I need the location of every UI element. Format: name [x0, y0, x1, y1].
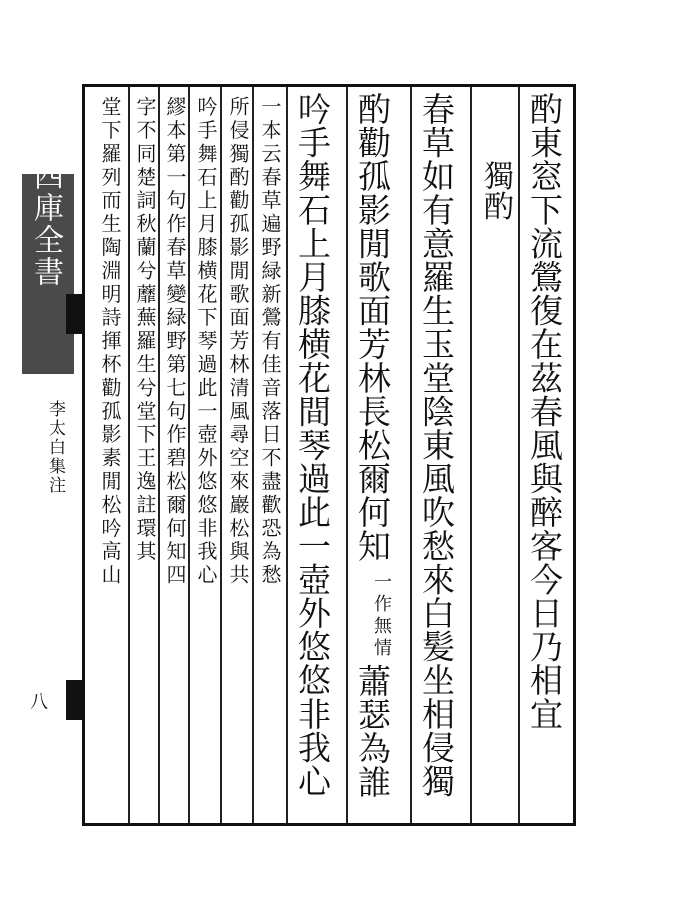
column-rule	[346, 87, 348, 823]
poem-title: 獨酌	[478, 160, 513, 222]
book-title: 李太白集注	[45, 400, 65, 495]
commentary-column-6: 堂下羅列而生陶淵明詩揮杯勸孤影素閒松吟高山	[98, 96, 122, 588]
text-column-4: 酌勸孤影閒歌面芳林長松爾何知	[353, 92, 392, 563]
text-column-1: 酌東窓下流鶯復在茲春風與醉客今日乃相宜	[525, 92, 564, 731]
text-column-5: 吟手舞石上月膝横花間琴過此一壺外悠悠非我心	[293, 92, 332, 798]
header-tag: 欽定四庫全書	[28, 96, 63, 288]
column-rule	[286, 87, 288, 823]
commentary-column-4: 繆本第一句作春草變緑野第七句作碧松爾何知四	[163, 96, 187, 588]
column-rule	[220, 87, 222, 823]
variant-note: 一作無情	[371, 572, 392, 660]
page-number: 八	[30, 692, 48, 713]
column-rule	[410, 87, 412, 823]
fishtail-mark-top	[66, 294, 82, 334]
column-rule	[518, 87, 520, 823]
column-rule	[470, 87, 472, 823]
column-rule	[252, 87, 254, 823]
column-rule	[188, 87, 190, 823]
column-rule	[128, 87, 130, 823]
commentary-column-5: 字不同楚詞秋蘭兮蘼蕪羅生兮堂下王逸註環其	[133, 96, 157, 564]
fishtail-mark-bottom	[66, 680, 82, 720]
commentary-column-3: 吟手舞石上月膝横花下琴過此一壺外悠悠非我心	[194, 96, 218, 588]
commentary-column-1: 一本云春草遍野緑新鶯有佳音落日不盡歡恐為愁	[258, 96, 282, 588]
text-column-3: 春草如有意羅生玉堂陰東風吹愁來白髪坐相侵獨	[417, 92, 456, 798]
commentary-column-2: 所侵獨酌勸孤影閒歌面芳林清風尋空來巖松與共	[226, 96, 250, 588]
column-rule	[158, 87, 160, 823]
text-column-4b: 蕭瑟為誰	[353, 664, 392, 799]
